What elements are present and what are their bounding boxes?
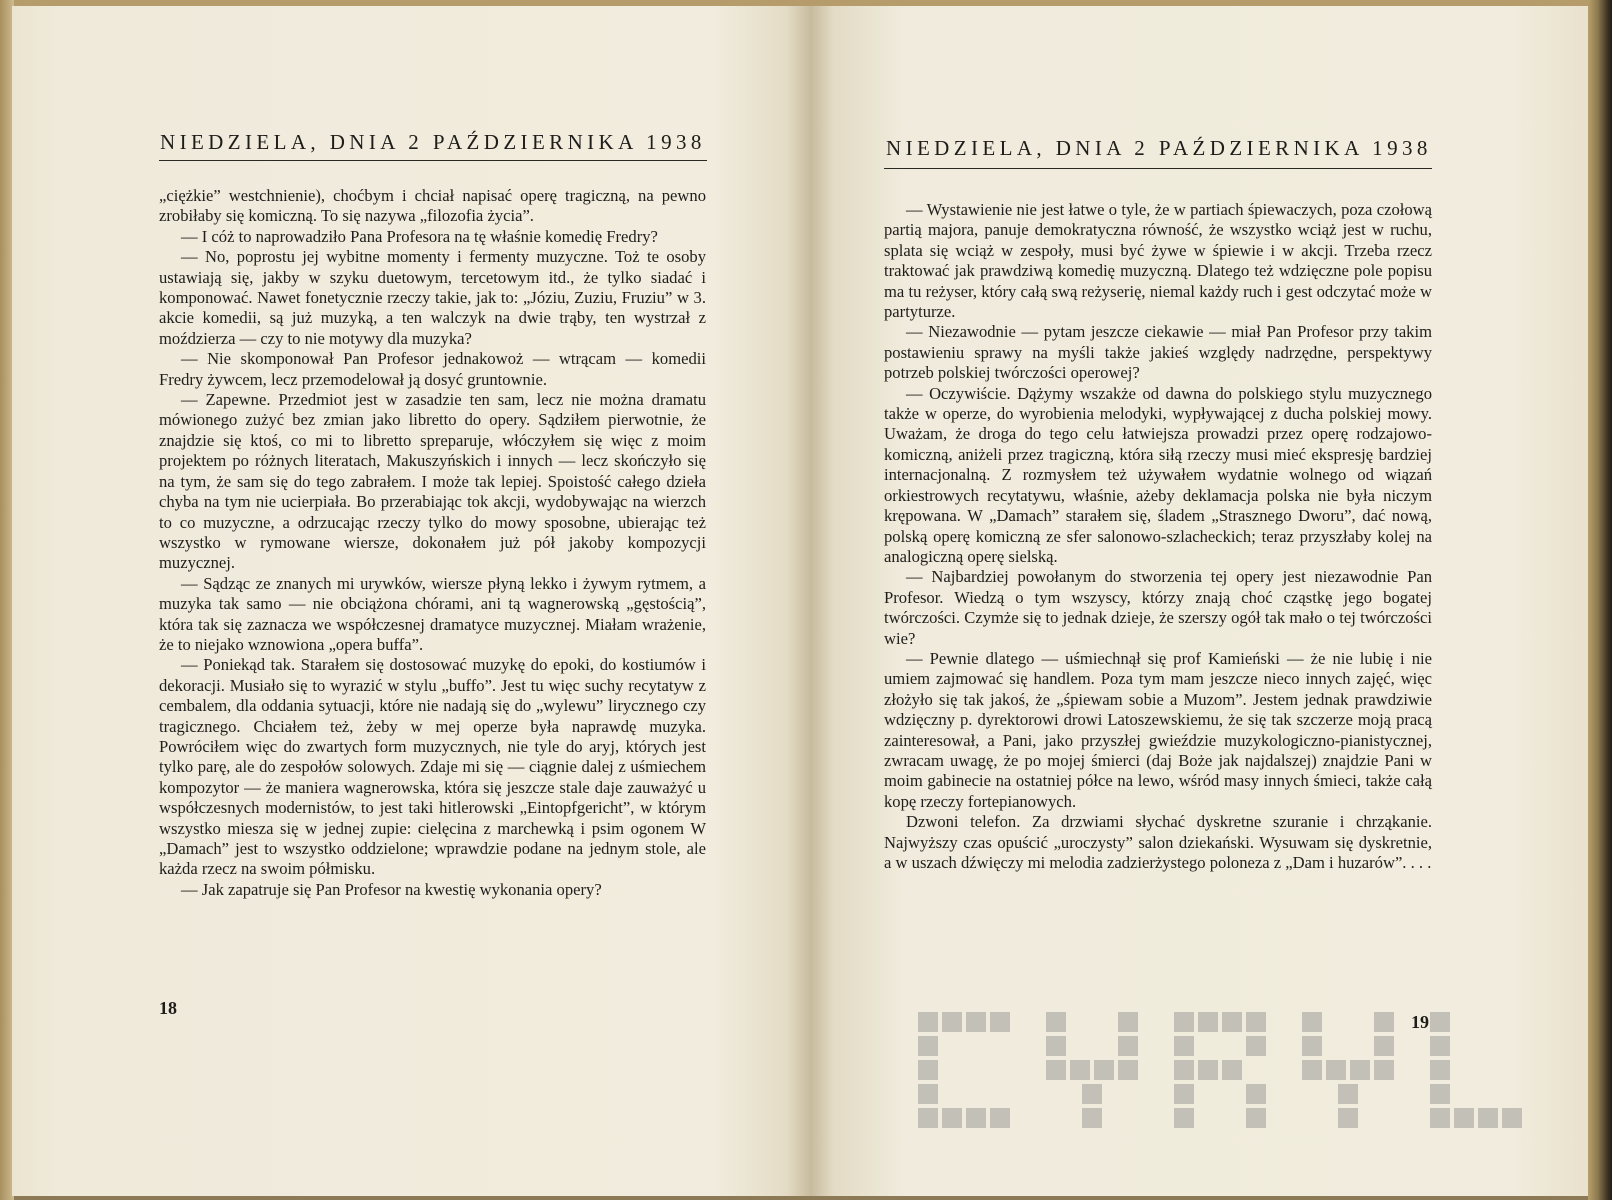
paragraph: Dzwoni telefon. Za drzwiami słychać dyskretne szuranie i chrząkanie. Najwyższy czas opuścić „uroczysty” salon dziekański. Wysuwam się dyskretnie, a w uszach dźwięczy mi melodia zadzierżystego poloneza z „Dam i huzarów”. . . . [884,812,1432,872]
paragraph: — Wystawienie nie jest łatwe o tyle, że w partiach śpiewaczych, poza czołową partią majora, panuje demokratyczna równość, że wszystko wciąż jest w ruchu, splata się wciąż w zespoły, musi być żywe w śpiewie i w akcji. Trzeba rzecz traktować jak prawdziwą komedię muzyczną. Dlatego też wdzięczne pole popisu ma tu reżyser, który całą swą reżyserię, niemal każdy ruch i gest odczytać może w partyturze. [884,200,1432,322]
page-edge-right [1588,0,1612,1200]
page-number: 18 [159,998,177,1018]
left-page-header: NIEDZIELA, DNIA 2 PAŹDZIERNIKA 1938 [160,130,706,154]
paragraph: — Najbardziej powołanym do stworzenia tej opery jest niezawodnie Pan Profesor. Wiedzą o tym wszyscy, którzy znają choć cząstkę jego bogatej twórczości. Czymże się to jednak dzieje, że szerszy ogół tak mało o tej twórczości wie? [884,567,1432,648]
page-number: 19 [1411,1012,1429,1032]
paragraph: — Pewnie dlatego — uśmiechnął się prof Kamieński — że nie lubię i nie umiem zajmować się handlem. Poza tym mam jeszcze nieco innych zajęć, więc złożyło się tak jakoś, że „śpiewam sobie a Muzom”. Jestem jednak prawdziwie wdzięczny p. dyrektorowi drowi Latoszewskiemu, że się tak szczerze moją pracą zainteresował, a Pani, jako przyszłej gwieździe muzykologiczno-pianistycznej, zwracam uwagę, że po mojej śmierci (daj Boże jak najdalszej) znajdzie Pani w moim gabinecie na ostatniej półce na lewo, wśród masy innych śmieci, także całą kopę rzeczy fortepianowych. [884,648,1432,811]
paragraph: — Jak zapatruje się Pan Profesor na kwestię wykonania opery? [181,879,602,899]
paragraph: — I cóż to naprowadziło Pana Profesora na tę właśnie komedię Fredry? [181,226,658,246]
left-header-rule [159,160,707,161]
left-page [12,6,810,1196]
right-page-header: NIEDZIELA, DNIA 2 PAŹDZIERNIKA 1938 [886,136,1432,160]
paragraph: — Poniekąd tak. Starałem się dostosować muzykę do epoki, do kostiumów i dekoracji. Musiało się to wyrazić w stylu „buffo”. Jest tu więc suchy recytatyw z cembalem, dla oddania sytuacji, które nie nadają się do „wylewu” lirycznego czy tragicznego. Chciałem też, żeby w mej operze była naprawdę muzyka. Powróciłem więc do zwartych form muzycznych, nie tyle do aryj, których jest tylko parę, ale do zespołów solowych. Zdaje mi się — ciągnie dalej z uśmiechem kompozytor — że maniera wagnerowska, która się jeszcze stale daje zauważyć u współczesnych modernistów, to jest taki hitlerowski „Eintopfgericht”, w którym wszystko miesza się w jednej zupie: cielęcina z marchewką i psim ogonem W „Damach” jest to wszystko oddzielone; wprawdzie podane na jednym stole, ale każda rzecz na swoim półmisku. [159,655,706,879]
paragraph: — Sądząc ze znanych mi urywków, wiersze płyną lekko i żywym rytmem, a muzyka tak samo — nie obciążona chórami, ani tą wagnerowską „gęstością”, która tak się zaznacza we współczesnej dramatyce muzycznej. Miałam wrażenie, że to niejako wznowiona „opera buffa”. [159,573,706,654]
cyryl-watermark-logo [918,1012,1548,1128]
left-page-body [159,186,706,900]
right-page-body [884,200,1432,873]
right-header-rule [884,168,1432,169]
watermark-letter-c [918,1012,1010,1128]
paragraph: — No, poprostu jej wybitne momenty i fermenty muzyczne. Toż te osoby ustawiają się, jakby w szyku duetowym, tercetowym itd., że tylko siadać i komponować. Nawet fonetycznie rzeczy takie, jak to: „Józiu, Zuziu, Fruziu” w 3. akcie komedii, są już muzyką, a ten walczyk na dwie trąby, ten wystrzał z moździerza — czy to nie motywy dla muzyka? [159,247,706,348]
watermark-letter-y1 [1046,1012,1138,1128]
paragraph: — Niezawodnie — pytam jeszcze ciekawie — miał Pan Profesor przy takim postawieniu sprawy na myśli także jakieś względy nadrzędne, perspektywy potrzeb polskiej twórczości operowej? [884,322,1432,383]
watermark-letter-y2 [1302,1012,1394,1128]
watermark-letter-l [1430,1012,1522,1128]
paragraph: „ciężkie” westchnienie), choćbym i chciał napisać operę tragiczną, na pewno zrobiłaby się komiczną. To się nazywa „filozofia życia”. [159,186,706,226]
paragraph: — Nie skomponował Pan Profesor jednakowoż — wtrącam — komedii Fredry żywcem, lecz przemodelował ją dosyć gruntownie. [159,349,706,389]
watermark-letter-r [1174,1012,1266,1128]
paragraph: — Zapewne. Przedmiot jest w zasadzie ten sam, lecz nie można dramatu mówionego zużyć bez zmian jako libretto do opery. Sądziłem pierwotnie, że znajdzie się ktoś, co mi to libretto spreparuje, włóczyłem się więc z moim projektem po różnych literatach, Makuszyńskich i innych — lecz skończyło się na tym, że sam się do tego zabrałem. I może tak lepiej. Spoistość całego dzieła chyba na tym nie ucierpiała. Bo przerabiając tok akcji, wydobywając na wierzch to co muzyczne, a odrzucając rzeczy tylko do mowy sposobne, ubierając też wszystko w rymowane wiersze, dokonałem już pół jakoby kompozycji muzycznej. [159,390,706,573]
paragraph: — Oczywiście. Dążymy wszakże od dawna do polskiego stylu muzycznego także w operze, do wyrobienia melodyki, wypływającej z ducha polskiej mowy. Uważam, że droga do tego celu łatwiejsza prowadzi przez operę rodzajowo-komiczną, aniżeli przez tragiczną, która siłą rzeczy musi mieć ekspresję bardziej internacjonalną. Z rozmysłem też używałem wydatnie wolnego od wiązań orkiestrowych recytatywu, właśnie, ażeby deklamacja polska nie była niczym krępowana. W „Damach” starałem się, śladem „Strasznego Dworu”, dać nową, polską operę komiczną ze sfer salonowo-szlacheckich; teraz przyszłaby kolej na analogiczną operę sielską. [884,383,1432,566]
